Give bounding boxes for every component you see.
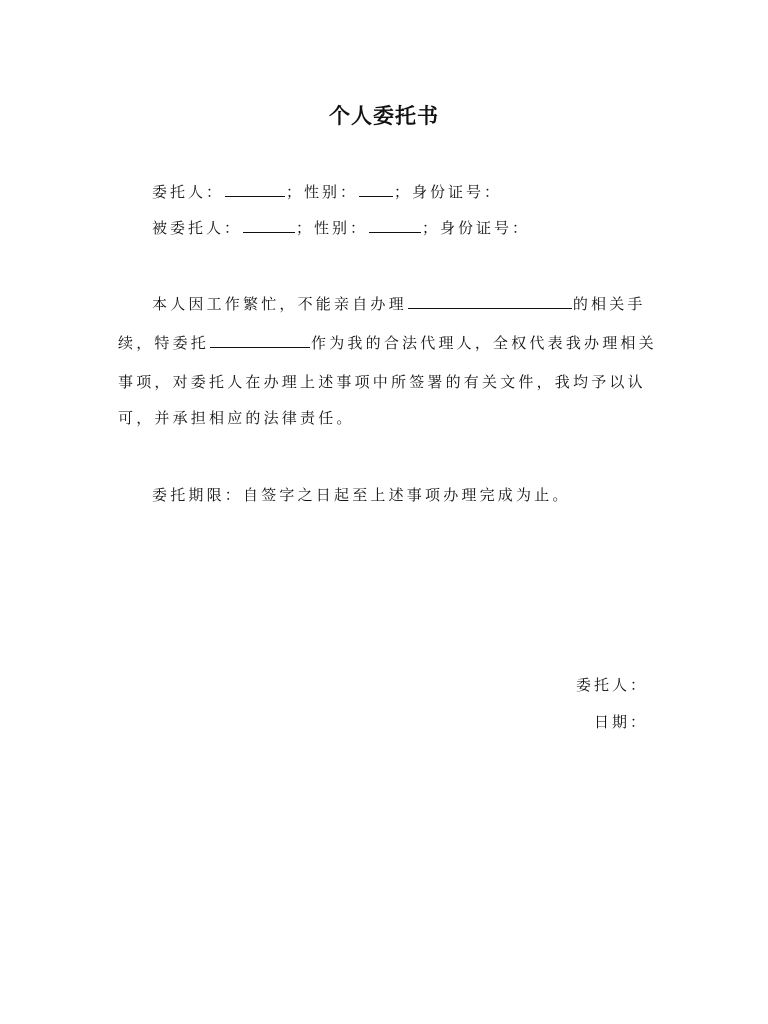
body-line-1: [152, 294, 652, 314]
signature-principal-label: 委托人：: [575, 676, 648, 694]
body-line-2-after: 作为我的合法代理人，全权代表我办理相关: [311, 334, 657, 352]
body-line-1-before: 本人因工作繁忙，不能亲自办理: [152, 295, 407, 313]
agent-gender-blank[interactable]: [369, 218, 421, 233]
body-line-2-before: 续，特委托: [118, 334, 210, 352]
principal-info-line: [152, 182, 502, 202]
principal-label: 委托人：: [152, 183, 225, 201]
document-title: 个人委托书: [329, 104, 439, 128]
matter-blank[interactable]: [408, 294, 572, 309]
agent-gender-label: ；性别：: [296, 219, 369, 237]
principal-gender-label: ；性别：: [286, 183, 359, 201]
agent-label: 被委托人：: [152, 219, 243, 237]
body-line-4: 可，并承担相应的法律责任。: [118, 409, 355, 427]
body-line-3: 事项，对委托人在办理上述事项中所签署的有关文件，我均予以认: [118, 373, 646, 391]
principal-gender-blank[interactable]: [359, 182, 393, 197]
agent-name-blank[interactable]: [243, 218, 295, 233]
principal-id-label: ；身份证号：: [394, 183, 503, 201]
agent-id-label: ；身份证号：: [422, 219, 531, 237]
body-line-2: [118, 333, 657, 353]
agent-info-line: [152, 218, 530, 238]
agent-blank[interactable]: [210, 333, 310, 348]
signature-date-label: 日期：: [593, 713, 648, 731]
body-line-1-after: 的相关手: [572, 295, 646, 313]
principal-name-blank[interactable]: [225, 182, 285, 197]
term-line: 委托期限：自签字之日起至上述事项办理完成为止。: [152, 486, 571, 504]
